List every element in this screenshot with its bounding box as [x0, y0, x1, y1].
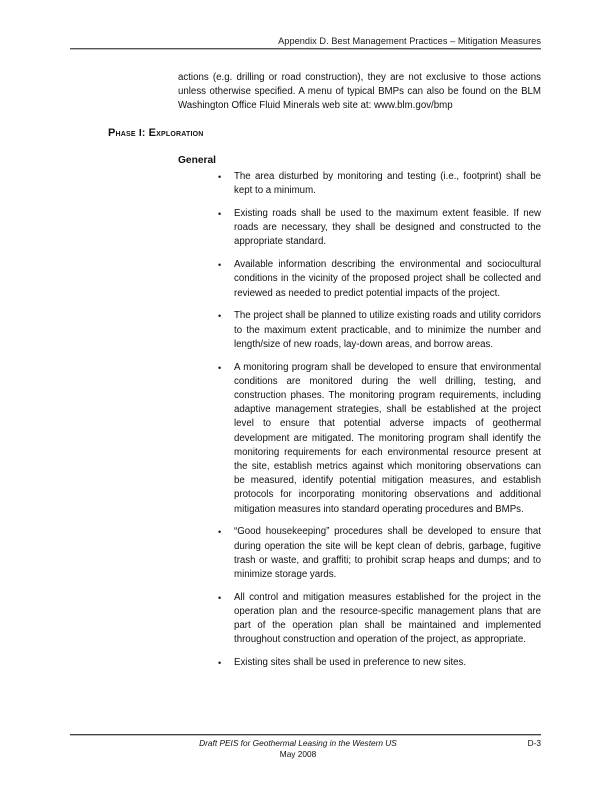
list-item [218, 361, 541, 517]
heading-initial: P [108, 127, 116, 139]
header-rule [70, 48, 541, 49]
list-item [218, 656, 541, 670]
running-header: Appendix D. Best Management Practices – Mitigation Measures [278, 36, 541, 46]
list-item [218, 258, 541, 301]
intro-paragraph: actions (e.g. drilling or road construction), they are not exclusive to those actions unless otherwise specified. A menu of typical BMPs can also be found on the BLM Washington Office Fluid Minerals web site at: www.blm.gov/bmp [178, 72, 541, 112]
footer-document-title: Draft PEIS for Geothermal Leasing in the Western US [199, 738, 397, 748]
list-item [218, 525, 541, 582]
bullet-icon: • [218, 362, 222, 373]
list-item-text: Existing roads shall be used to the maximum extent feasible. If new roads are necessary, they shall be designed and constructed to the appropriate standard. [234, 208, 541, 248]
list-item-text: The project shall be planned to utilize existing roads and utility corridors to the maximum extent practicable, and to minimize the number and length/size of new roads, lay-down areas, and borrow areas. [234, 310, 541, 350]
bullet-icon: • [218, 311, 222, 322]
list-item-text: A monitoring program shall be developed to ensure that environmental conditions are monitored during the well drilling, testing, and construction phases. The monitoring program requirements, including adaptive management strategies, shall be established at the project level to ensure that potential adverse impacts of geothermal development are mitigated. The monitoring program shall identify the monitoring requirements for each environmental resource present at the site, establish metrics against which monitoring observations can be measured, identify potential mitigation measures, and establish protocols for incorporating monitoring observations and additional mitigation measures into standard operating procedures and BMPs. [234, 361, 541, 515]
list-item [218, 170, 541, 198]
list-item-text: All control and mitigation measures established for the project in the operation plan and the resource-specific management plans that are part of the operation plan shall be maintained and implemented throughout construction and operation of the project, as appropriate. [234, 591, 541, 646]
bullet-icon: • [218, 209, 222, 219]
heading-text: hase I: [115, 128, 149, 139]
list-item-text: Available information describing the environmental and sociocultural conditions in the vicinity of the proposed project shall be collected and reviewed as needed to predict potential impacts of the project. [234, 259, 541, 299]
list-item [218, 591, 541, 648]
heading-text-2: xploration [156, 128, 204, 139]
heading-initial-2: E [148, 127, 157, 139]
bullet-list [218, 170, 541, 679]
bullet-icon: • [218, 172, 222, 182]
list-item [218, 309, 541, 352]
section-heading [108, 127, 204, 139]
footer-rule [70, 734, 541, 735]
list-item-text: “Good housekeeping” procedures shall be developed to ensure that during operation the site will be kept clean of debris, garbage, fugitive trash or waste, and graffiti; to prohibit scrap heaps and dumps; and to minimize storage yards. [234, 526, 541, 581]
bullet-icon: • [218, 658, 222, 669]
bullet-icon: • [218, 592, 222, 603]
page-number: D-3 [527, 738, 541, 748]
bullet-icon: • [218, 260, 222, 271]
bullet-icon: • [218, 527, 222, 538]
list-item-text: Existing sites shall be used in preference to new sites. [234, 657, 467, 669]
list-item [218, 207, 541, 250]
footer-date: May 2008 [279, 749, 317, 759]
subheading: General [178, 155, 216, 166]
list-item-text: The area disturbed by monitoring and testing (i.e., footprint) shall be kept to a minimum. [234, 171, 541, 197]
